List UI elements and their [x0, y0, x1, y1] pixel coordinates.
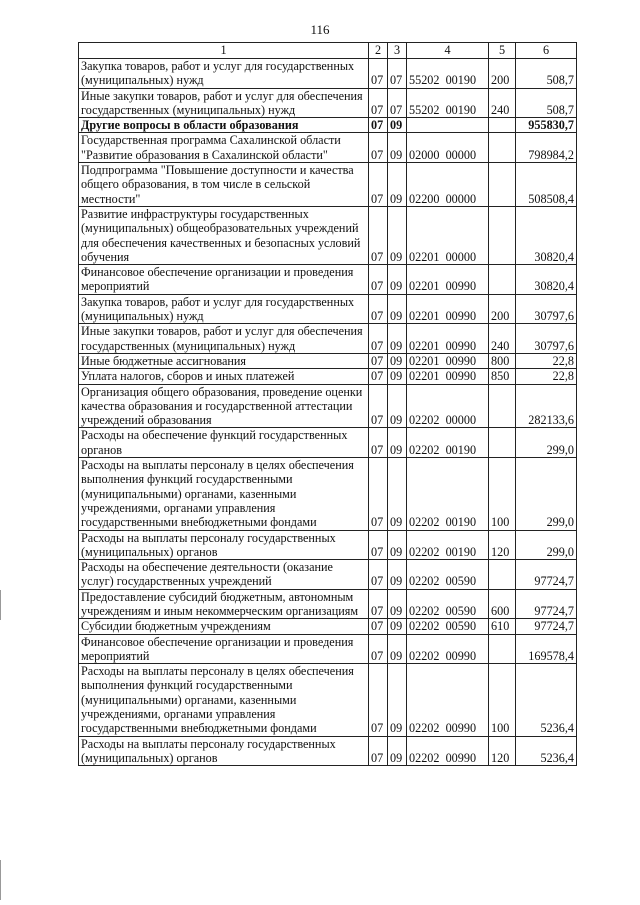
amount-cell: 169578,4 [516, 634, 577, 664]
target-article-cell: 02202 00190 [407, 428, 489, 458]
amount-cell: 508508,4 [516, 163, 577, 207]
expense-type-cell [489, 118, 516, 133]
section-cell: 07 [369, 619, 388, 634]
row-name-cell: Финансовое обеспечение организации и проведения мероприятий [79, 634, 369, 664]
amount-cell: 282133,6 [516, 384, 577, 428]
row-name-cell: Иные бюджетные ассигнования [79, 353, 369, 368]
row-name-cell: Иные закупки товаров, работ и услуг для обеспечения государственных (муниципальных) нужд [79, 88, 369, 118]
row-name-cell: Расходы на обеспечение деятельности (оказание услуг) государственных учреждений [79, 560, 369, 590]
expense-type-cell: 600 [489, 589, 516, 619]
section-cell: 07 [369, 353, 388, 368]
scan-edge-mark [0, 590, 1, 620]
expense-type-cell [489, 163, 516, 207]
expense-type-cell: 240 [489, 88, 516, 118]
section-cell: 07 [369, 530, 388, 560]
row-name-cell: Расходы на обеспечение функций государственных органов [79, 428, 369, 458]
section-cell: 07 [369, 428, 388, 458]
table-row [79, 664, 577, 736]
amount-cell: 5236,4 [516, 736, 577, 766]
table-row [79, 458, 577, 530]
table-row [79, 634, 577, 664]
row-name-cell: Государственная программа Сахалинской области "Развитие образования в Сахалинской области" [79, 133, 369, 163]
amount-cell: 30820,4 [516, 265, 577, 295]
expense-type-cell: 200 [489, 59, 516, 89]
subsection-cell: 09 [388, 589, 407, 619]
row-name-cell: Расходы на выплаты персоналу в целях обеспечения выполнения функций государственными (муниципальными) органами, казенными учреждениями, органами управления государственными внебюджетными фондами [79, 664, 369, 736]
target-article-cell: 55202 00190 [407, 59, 489, 89]
subsection-cell: 09 [388, 384, 407, 428]
expense-type-cell [489, 560, 516, 590]
target-article-cell: 02202 00990 [407, 664, 489, 736]
table-row [79, 88, 577, 118]
table-row [79, 324, 577, 354]
page-number: 116 [310, 22, 330, 37]
amount-cell: 299,0 [516, 458, 577, 530]
table-row [79, 59, 577, 89]
section-cell: 07 [369, 265, 388, 295]
table-row [79, 265, 577, 295]
subsection-cell: 09 [388, 133, 407, 163]
section-cell: 07 [369, 163, 388, 207]
section-cell: 07 [369, 560, 388, 590]
expense-type-cell: 120 [489, 530, 516, 560]
target-article-cell [407, 118, 489, 133]
amount-cell: 5236,4 [516, 664, 577, 736]
target-article-cell: 02201 00990 [407, 324, 489, 354]
target-article-cell: 02202 00590 [407, 619, 489, 634]
table-row [79, 118, 577, 133]
expense-type-cell [489, 133, 516, 163]
table-row [79, 619, 577, 634]
table-row [79, 369, 577, 384]
expense-type-cell [489, 428, 516, 458]
target-article-cell: 02201 00000 [407, 206, 489, 264]
target-article-cell: 02202 00190 [407, 458, 489, 530]
table-row [79, 589, 577, 619]
subsection-cell: 09 [388, 369, 407, 384]
expense-type-cell [489, 634, 516, 664]
target-article-cell: 02202 00990 [407, 736, 489, 766]
header-col-1: 1 [79, 43, 369, 59]
target-article-cell: 02201 00990 [407, 353, 489, 368]
header-row [79, 43, 577, 59]
subsection-cell: 07 [388, 88, 407, 118]
target-article-cell: 02202 00590 [407, 589, 489, 619]
subsection-cell: 09 [388, 736, 407, 766]
amount-cell: 798984,2 [516, 133, 577, 163]
target-article-cell: 02201 00990 [407, 265, 489, 295]
subsection-cell: 09 [388, 294, 407, 324]
amount-cell: 955830,7 [516, 118, 577, 133]
subsection-cell: 09 [388, 619, 407, 634]
expense-type-cell [489, 206, 516, 264]
expense-type-cell: 240 [489, 324, 516, 354]
table-row [79, 384, 577, 428]
expense-type-cell: 100 [489, 664, 516, 736]
subsection-cell: 09 [388, 163, 407, 207]
section-cell: 07 [369, 736, 388, 766]
target-article-cell: 02000 00000 [407, 133, 489, 163]
table-row [79, 133, 577, 163]
section-cell: 07 [369, 458, 388, 530]
table-row [79, 560, 577, 590]
row-name-cell: Расходы на выплаты персоналу в целях обеспечения выполнения функций государственными (муниципальными) органами, казенными учреждениями, органами управления государственными внебюджетными фондами [79, 458, 369, 530]
expense-type-cell [489, 384, 516, 428]
row-name-cell: Расходы на выплаты персоналу государственных (муниципальных) органов [79, 530, 369, 560]
table-row [79, 163, 577, 207]
section-cell: 07 [369, 206, 388, 264]
target-article-cell: 02200 00000 [407, 163, 489, 207]
row-name-cell: Закупка товаров, работ и услуг для государственных (муниципальных) нужд [79, 59, 369, 89]
row-name-cell: Развитие инфраструктуры государственных (муниципальных) общеобразовательных учреждений для обеспечения качественных и безопасных условий обучения [79, 206, 369, 264]
row-name-cell: Расходы на выплаты персоналу государственных (муниципальных) органов [79, 736, 369, 766]
amount-cell: 22,8 [516, 369, 577, 384]
section-cell: 07 [369, 59, 388, 89]
section-cell: 07 [369, 324, 388, 354]
expense-type-cell: 120 [489, 736, 516, 766]
subsection-cell: 07 [388, 59, 407, 89]
amount-cell: 508,7 [516, 59, 577, 89]
row-name-cell: Уплата налогов, сборов и иных платежей [79, 369, 369, 384]
header-col-3: 3 [388, 43, 407, 59]
amount-cell: 97724,7 [516, 619, 577, 634]
row-name-cell: Предоставление субсидий бюджетным, автономным учреждениям и иным некоммерческим организациям [79, 589, 369, 619]
subsection-cell: 09 [388, 428, 407, 458]
section-cell: 07 [369, 133, 388, 163]
target-article-cell: 02201 00990 [407, 294, 489, 324]
subsection-cell: 09 [388, 458, 407, 530]
target-article-cell: 02202 00190 [407, 530, 489, 560]
target-article-cell: 02201 00990 [407, 369, 489, 384]
subsection-cell: 09 [388, 530, 407, 560]
table-body [79, 59, 577, 766]
table-row [79, 353, 577, 368]
expense-type-cell [489, 265, 516, 295]
header-col-4: 4 [407, 43, 489, 59]
budget-table [78, 42, 577, 766]
subsection-cell: 09 [388, 353, 407, 368]
target-article-cell: 02202 00000 [407, 384, 489, 428]
amount-cell: 97724,7 [516, 589, 577, 619]
row-name-cell: Финансовое обеспечение организации и проведения мероприятий [79, 265, 369, 295]
expense-type-cell: 610 [489, 619, 516, 634]
section-cell: 07 [369, 384, 388, 428]
subsection-cell: 09 [388, 265, 407, 295]
row-name-cell: Другие вопросы в области образования [79, 118, 369, 133]
section-cell: 07 [369, 369, 388, 384]
section-cell: 07 [369, 118, 388, 133]
expense-type-cell: 200 [489, 294, 516, 324]
section-cell: 07 [369, 589, 388, 619]
section-cell: 07 [369, 634, 388, 664]
subsection-cell: 09 [388, 324, 407, 354]
section-cell: 07 [369, 88, 388, 118]
amount-cell: 30820,4 [516, 206, 577, 264]
row-name-cell: Субсидии бюджетным учреждениям [79, 619, 369, 634]
scan-edge-mark [0, 860, 1, 900]
header-col-6: 6 [516, 43, 577, 59]
subsection-cell: 09 [388, 634, 407, 664]
row-name-cell: Закупка товаров, работ и услуг для государственных (муниципальных) нужд [79, 294, 369, 324]
target-article-cell: 55202 00190 [407, 88, 489, 118]
row-name-cell: Иные закупки товаров, работ и услуг для обеспечения государственных (муниципальных) нужд [79, 324, 369, 354]
expense-type-cell: 800 [489, 353, 516, 368]
table-row [79, 206, 577, 264]
amount-cell: 508,7 [516, 88, 577, 118]
expense-type-cell: 850 [489, 369, 516, 384]
subsection-cell: 09 [388, 560, 407, 590]
table-row [79, 428, 577, 458]
subsection-cell: 09 [388, 664, 407, 736]
table-row [79, 530, 577, 560]
row-name-cell: Организация общего образования, проведение оценки качества образования и государственной аттестации учреждений образования [79, 384, 369, 428]
row-name-cell: Подпрограмма "Повышение доступности и качества общего образования, в том числе в сельской местности" [79, 163, 369, 207]
header-col-5: 5 [489, 43, 516, 59]
target-article-cell: 02202 00590 [407, 560, 489, 590]
header-col-2: 2 [369, 43, 388, 59]
expense-type-cell: 100 [489, 458, 516, 530]
amount-cell: 22,8 [516, 353, 577, 368]
amount-cell: 299,0 [516, 530, 577, 560]
subsection-cell: 09 [388, 206, 407, 264]
section-cell: 07 [369, 294, 388, 324]
subsection-cell: 09 [388, 118, 407, 133]
amount-cell: 30797,6 [516, 324, 577, 354]
target-article-cell: 02202 00990 [407, 634, 489, 664]
table-row [79, 736, 577, 766]
amount-cell: 97724,7 [516, 560, 577, 590]
amount-cell: 299,0 [516, 428, 577, 458]
section-cell: 07 [369, 664, 388, 736]
amount-cell: 30797,6 [516, 294, 577, 324]
table-row [79, 294, 577, 324]
